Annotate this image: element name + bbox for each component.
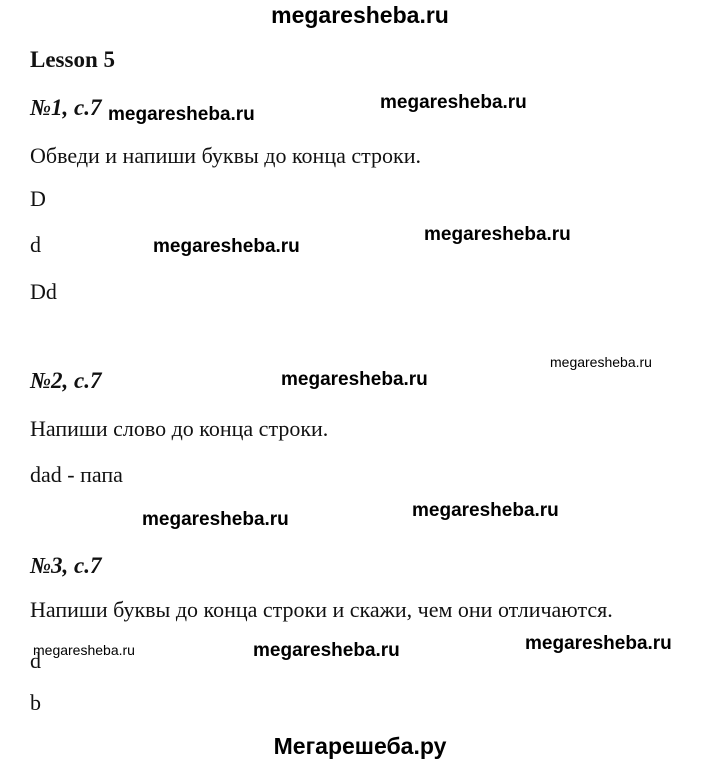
task-1-line-2: d [30,232,41,257]
task-2-heading: №2, с.7 [30,368,102,393]
lesson-title: Lesson 5 [30,47,115,72]
watermark: megaresheba.ru [550,354,652,370]
watermark: megaresheba.ru [33,642,135,658]
task-1-heading: №1, с.7 [30,95,102,120]
site-header: megaresheba.ru [271,2,449,28]
watermark: megaresheba.ru [108,104,255,125]
task-3-instruction: Напиши буквы до конца строки и скажи, чем они отличаются. [30,597,613,622]
site-footer: Мегарешеба.ру [273,733,447,759]
task-1-instruction: Обведи и напиши буквы до конца строки. [30,143,421,168]
watermark: megaresheba.ru [153,236,300,257]
watermark: megaresheba.ru [142,509,289,530]
task-1-line-1: D [30,186,46,211]
task-3-line-2: b [30,690,41,715]
watermark: megaresheba.ru [380,92,527,113]
watermark: megaresheba.ru [281,369,428,390]
task-3-heading: №3, с.7 [30,553,102,578]
task-3-line-1: d [30,648,41,673]
watermark: megaresheba.ru [253,640,400,661]
watermark: megaresheba.ru [424,224,571,245]
watermark: megaresheba.ru [525,633,672,654]
watermark: megaresheba.ru [412,500,559,521]
task-2-instruction: Напиши слово до конца строки. [30,416,329,441]
task-1-line-3: Dd [30,279,57,304]
task-2-line-1: dad - папа [30,462,123,487]
